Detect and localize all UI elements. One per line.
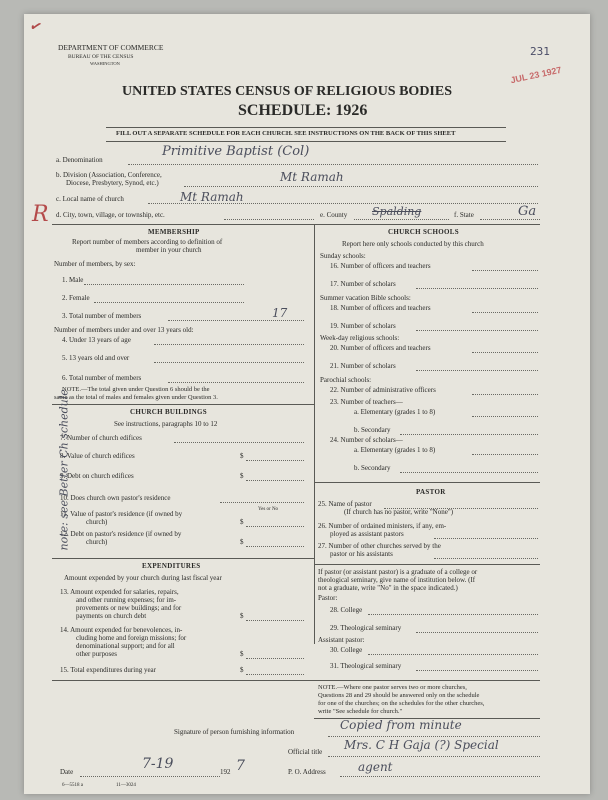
bureau-label: BUREAU OF THE CENSUS xyxy=(68,54,134,60)
q24-secondary: b. Secondary xyxy=(354,464,391,472)
q7-label: 7. Number of church edifices xyxy=(60,434,142,442)
denomination-value: Primitive Baptist (Col) xyxy=(162,144,310,159)
fill-line xyxy=(84,284,244,285)
fill-line xyxy=(368,654,538,655)
q17-label: 17. Number of scholars xyxy=(330,280,396,288)
yes-no-hint: Yes or No xyxy=(258,507,279,512)
division-label-1: b. Division (Association, Conference, xyxy=(56,171,162,179)
date-label: Date xyxy=(60,768,74,776)
official-title-value: Mrs. C H Gaja (?) Special xyxy=(344,738,499,752)
date-value: 7-19 xyxy=(142,756,174,772)
membership-intro-2: member in your church xyxy=(136,246,202,254)
schedule-number: 231 xyxy=(530,45,550,58)
fill-line xyxy=(168,320,304,321)
fill-line xyxy=(224,219,314,220)
city-label: WASHINGTON xyxy=(90,61,120,66)
q14-label-4: other purposes xyxy=(76,650,118,658)
q26-label-2: ployed as assistant pastors xyxy=(330,530,404,538)
form-number: 6—5518 a xyxy=(62,783,83,788)
q10-label: 10. Does church own pastor's residence xyxy=(60,494,171,502)
fill-line xyxy=(400,472,538,473)
q22-label: 22. Number of administrative officers xyxy=(330,386,436,394)
fill-line xyxy=(80,776,220,777)
q23-label: 23. Number of teachers— xyxy=(330,398,403,406)
q15-dollar: $ xyxy=(240,666,244,674)
fill-line xyxy=(472,394,538,395)
q9-dollar: $ xyxy=(240,472,244,480)
fill-line xyxy=(472,270,538,271)
q27-label-2: pastor or his assistants xyxy=(330,550,393,558)
pastor-note-3: for one of the churches; on the schedules for the other churches, xyxy=(318,700,485,707)
q8-dollar: $ xyxy=(240,452,244,460)
q28-label: 28. College xyxy=(330,606,363,614)
fill-line xyxy=(472,352,538,353)
membership-intro-1: Report number of members according to definition of xyxy=(72,238,223,246)
q16-label: 16. Number of officers and teachers xyxy=(330,262,431,270)
fill-line xyxy=(154,362,304,363)
age-heading: Number of members under and over 13 years old: xyxy=(54,326,194,334)
column-divider xyxy=(314,224,315,644)
fill-line xyxy=(184,186,538,187)
q11-label-2: church) xyxy=(86,518,108,526)
q26-label-1: 26. Number of ordained ministers, if any, em- xyxy=(318,522,447,530)
q30-label: 30. College xyxy=(330,646,363,654)
q20-label: 20. Number of officers and teachers xyxy=(330,344,431,352)
fill-line xyxy=(220,502,304,503)
q12-label-1: 12. Debt on pastor's residence (if owned by xyxy=(60,530,182,538)
fill-line xyxy=(416,288,538,289)
q31-label: 31. Theological seminary xyxy=(330,662,402,670)
county-value: Spalding xyxy=(372,205,422,218)
q25-label: 25. Name of pastor xyxy=(318,500,372,508)
denomination-label: a. Denomination xyxy=(56,156,103,164)
county-label: e. County xyxy=(320,211,348,219)
fill-line xyxy=(246,620,304,621)
fill-line xyxy=(154,344,304,345)
fill-line xyxy=(416,632,538,633)
q13-dollar: $ xyxy=(240,612,244,620)
fill-line xyxy=(434,538,538,539)
q18-label: 18. Number of officers and teachers xyxy=(330,304,431,312)
q5-label: 5. 13 years old and over xyxy=(62,354,130,362)
weekday-label: Week-day religious schools: xyxy=(320,334,400,342)
fill-line xyxy=(246,460,304,461)
pastor-note-1: NOTE.—Where one pastor serves two or more churches, xyxy=(318,684,467,691)
buildings-intro: See instructions, paragraphs 10 to 12 xyxy=(114,420,218,428)
pastor-heading: PASTOR xyxy=(416,488,446,496)
membership-note-2: same as the total of males and females given under Question 3. xyxy=(54,394,218,401)
rule xyxy=(52,224,540,225)
margin-handwritten-note: note: see Better Ch schedule xyxy=(57,389,71,551)
year-value: 7 xyxy=(236,758,245,774)
state-value: Ga xyxy=(518,204,537,219)
fill-line xyxy=(246,674,304,675)
fill-line xyxy=(328,736,540,737)
rule xyxy=(106,127,506,128)
rule xyxy=(314,482,540,483)
local-name-value: Mt Ramah xyxy=(180,190,244,204)
fill-line xyxy=(480,219,540,220)
local-name-label: c. Local name of church xyxy=(56,195,124,203)
fill-line xyxy=(354,219,449,220)
rule xyxy=(52,680,540,681)
fill-line xyxy=(472,416,538,417)
red-r-mark: R xyxy=(32,202,49,227)
q2-label: 2. Female xyxy=(62,294,90,302)
po-address-label: P. O. Address xyxy=(288,768,326,776)
form-title: UNITED STATES CENSUS OF RELIGIOUS BODIES xyxy=(122,84,453,99)
q13-label-4: payments on church debt xyxy=(76,612,147,620)
dept-label: DEPARTMENT OF COMMERCE xyxy=(58,43,164,52)
fill-line xyxy=(416,670,538,671)
q13-label-1: 13. Amount expended for salaries, repairs, xyxy=(60,588,179,596)
state-label: f. State xyxy=(454,211,474,219)
q27-label-1: 27. Number of other churches served by the xyxy=(318,542,441,550)
education-note-1: If pastor (or assistant pastor) is a graduate of a college or xyxy=(318,568,478,576)
fill-line xyxy=(416,370,538,371)
by-sex-label: Number of members, by sex: xyxy=(54,260,136,268)
q11-dollar: $ xyxy=(240,518,244,526)
q6-label: 6. Total number of members xyxy=(62,374,142,382)
q14-dollar: $ xyxy=(240,650,244,658)
fill-line xyxy=(168,382,304,383)
q12-dollar: $ xyxy=(240,538,244,546)
received-date-stamp: JUL 23 1927 xyxy=(509,64,563,86)
q19-label: 19. Number of scholars xyxy=(330,322,396,330)
q15-label: 15. Total expenditures during year xyxy=(60,666,156,674)
assistant-subheading: Assistant pastor: xyxy=(318,636,365,644)
fill-line xyxy=(400,434,538,435)
parochial-label: Parochial schools: xyxy=(320,376,372,384)
q8-label: 8. Value of church edifices xyxy=(60,452,135,460)
q23-secondary: b. Secondary xyxy=(354,426,391,434)
fill-line xyxy=(340,776,540,777)
po-address-value: agent xyxy=(358,760,393,774)
red-check-mark: ✓ xyxy=(27,16,45,36)
fill-line xyxy=(328,756,540,757)
membership-heading: MEMBERSHIP xyxy=(148,228,200,236)
print-number: 11—3024 xyxy=(116,783,136,788)
pastor-note-2: Questions 28 and 29 should be answered only on the schedule xyxy=(318,692,480,699)
fill-line xyxy=(368,614,538,615)
rule xyxy=(52,558,314,559)
q13-label-3: provements or new buildings; and for xyxy=(76,604,182,612)
rule xyxy=(106,141,506,142)
q12-label-2: church) xyxy=(86,538,108,546)
q4-label: 4. Under 13 years of age xyxy=(62,336,131,344)
signature-value: Copied from minute xyxy=(340,718,462,732)
q9-label: 9. Debt on church edifices xyxy=(60,472,134,480)
division-label-2: Diocese, Presbytery, Synod, etc.) xyxy=(66,179,159,187)
fill-line xyxy=(246,658,304,659)
rule xyxy=(314,564,540,565)
q24-elementary: a. Elementary (grades 1 to 8) xyxy=(354,446,436,454)
form-subtitle: SCHEDULE: 1926 xyxy=(238,102,368,119)
q11-label-1: 11. Value of pastor's residence (if owned by xyxy=(60,510,183,518)
city-field-label: d. City, town, village, or township, etc. xyxy=(56,211,165,219)
expenditures-intro: Amount expended by your church during last fiscal year xyxy=(64,574,222,582)
q29-label: 29. Theological seminary xyxy=(330,624,402,632)
q14-label-3: denominational support; and for all xyxy=(76,642,175,650)
sunday-label: Sunday schools: xyxy=(320,252,366,260)
signature-label: Signature of person furnishing information xyxy=(174,728,295,736)
pastor-note-4: write "See schedule for church." xyxy=(318,708,403,715)
q21-label: 21. Number of scholars xyxy=(330,362,396,370)
q1-label: 1. Male xyxy=(62,276,84,284)
fill-line xyxy=(472,454,538,455)
fill-line xyxy=(472,312,538,313)
summer-label: Summer vacation Bible schools: xyxy=(320,294,411,302)
fill-line xyxy=(434,558,538,559)
q23-elementary: a. Elementary (grades 1 to 8) xyxy=(354,408,436,416)
year-prefix: 192 xyxy=(220,768,231,776)
q14-label-2: cluding home and foreign missions; for xyxy=(76,634,187,642)
instruction-line: FILL OUT A SEPARATE SCHEDULE FOR EACH CHURCH. SEE INSTRUCTIONS ON THE BACK OF THIS SHEET xyxy=(116,130,456,137)
schools-heading: CHURCH SCHOOLS xyxy=(388,228,459,236)
division-value: Mt Ramah xyxy=(280,170,344,184)
census-form xyxy=(24,14,590,794)
q3-value: 17 xyxy=(272,306,288,320)
membership-note-1: NOTE.—The total given under Question 6 should be the xyxy=(62,386,210,393)
fill-line xyxy=(246,546,304,547)
fill-line xyxy=(174,442,304,443)
rule xyxy=(52,404,314,405)
buildings-heading: CHURCH BUILDINGS xyxy=(130,408,207,416)
fill-line xyxy=(94,302,244,303)
fill-line xyxy=(246,526,304,527)
fill-line xyxy=(128,164,538,165)
pastor-subheading: Pastor: xyxy=(318,594,338,602)
q3-label: 3. Total number of members xyxy=(62,312,142,320)
education-note-2: theological seminary, give name of institution below. (If xyxy=(318,576,476,584)
fill-line xyxy=(416,330,538,331)
education-note-3: not a graduate, write "No" in the space indicated.) xyxy=(318,584,458,592)
fill-line xyxy=(246,480,304,481)
schools-intro: Report here only schools conducted by this church xyxy=(342,240,484,248)
official-title-label: Official title xyxy=(288,748,323,756)
q24-label: 24. Number of scholars— xyxy=(330,436,403,444)
q14-label-1: 14. Amount expended for benevolences, in- xyxy=(60,626,183,634)
q25-hint: (If church has no pastor, write "None") xyxy=(344,508,454,516)
expenditures-heading: EXPENDITURES xyxy=(142,562,201,570)
q13-label-2: and other running expenses; for im- xyxy=(76,596,177,604)
